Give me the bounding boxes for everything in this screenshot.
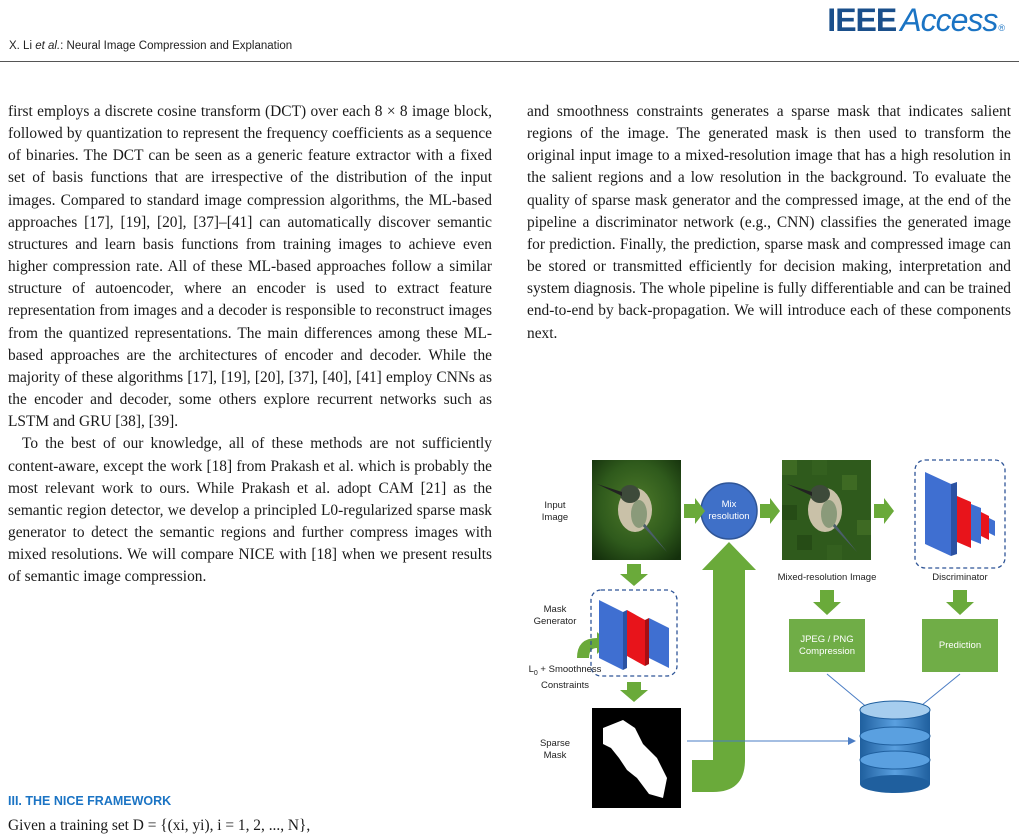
mix-resolution-label: Mix resolution [708,499,750,522]
left-paragraph-2: To the best of our knowledge, all of these methods are not sufficiently content-aware, except the work [18] from Prakash et al. which is probably the most relevant work to ours. While Prakash et al. adopt CAM [21] as the semantic region detector, we develop a principled L0-regularized sparse mask generator to detect the semantic regions and further compress images with mixed resolutions. We will compare NICE with [18] when we present results of semantic image compression. [8,435,492,586]
discriminator-layers [925,472,995,556]
logo-access: Access [900,2,998,38]
section-heading: III. THE NICE FRAMEWORK [8,794,172,808]
input-image [592,460,681,560]
logo-ieee: IEEE [827,2,897,38]
ieee-access-logo [827,2,1005,36]
nice-pipeline-figure [527,452,1013,824]
logo-trademark: ® [998,23,1005,33]
mask-generator-label: Mask Generator [533,604,577,627]
input-image-label: Input Image [541,500,569,523]
right-column [527,101,1011,345]
discriminator-label: Discriminator [932,572,988,583]
sparse-mask-image [592,708,681,808]
sparse-mask-label: Sparse Mask [539,738,571,761]
pipeline-diagram [527,452,1013,824]
mixed-resolution-image [782,460,871,560]
running-head: X. Li et al.: Neural Image Compression and Explanation [9,40,293,52]
header-rule [0,61,1019,62]
mixed-resolution-label: Mixed-resolution Image [777,572,877,583]
left-paragraph-1: first employs a discrete cosine transform (DCT) over each 8 × 8 image block, followed by quantization to represent the frequency coefficients as a sequence of binaries. The DCT can be seen as a generic feature extractor with a fixed set of basis functions that are irrespective of the distribution of the input images. Compared to standard image compression algorithms, the ML-based approaches [17], [19], [20], [37]–[41] can automatically discover semantic structures and learn basis functions from training images to achieve even higher compression rate. All of these ML-based approaches follow a similar structure of autoencoder, where an encoder is used to extract feature representation from images and a decoder is responsible to reconstruct images from the quantized representations. The main differences among these ML-based approaches are the architectures of encoder and decoder. While the majority of these algorithms [17], [19], [20], [37], [40], [41] employ CNNs as the encoder and decoder, some others explore recurrent networks such as LSTM and GRU [38], [39]. [8,103,492,431]
right-paragraph-1: and smoothness constraints generates a sparse mask that indicates salient regions of the image. The generated mask is then used to transform the original input image to a mixed-resolution image that has a high resolution in the salient regions and a low resolution in the background. To evaluate the quality of sparse mask generator and the compressed image, at the end of the pipeline a discriminator network (e.g., CNN) classifies the generated image for prediction. Finally, the prediction, sparse mask and compressed image can be stored or transmitted efficiently for decision making, interpretation and system diagnosis. The whole pipeline is fully differentiable and can be trained end-to-end by back-propagation. We will introduce each of these components next. [527,103,1011,342]
left-column [8,101,492,588]
given-line: Given a training set D = {(xi, yi), i = 1, 2, ..., N}, [8,817,311,834]
compression-label: JPEG / PNG Compression [799,634,855,657]
mask-generator-layers [599,600,669,670]
database-icon [860,701,930,793]
constraints-label: $L_0$ + Smoothness Constraints [528,664,602,691]
prediction-label: Prediction [938,640,982,651]
